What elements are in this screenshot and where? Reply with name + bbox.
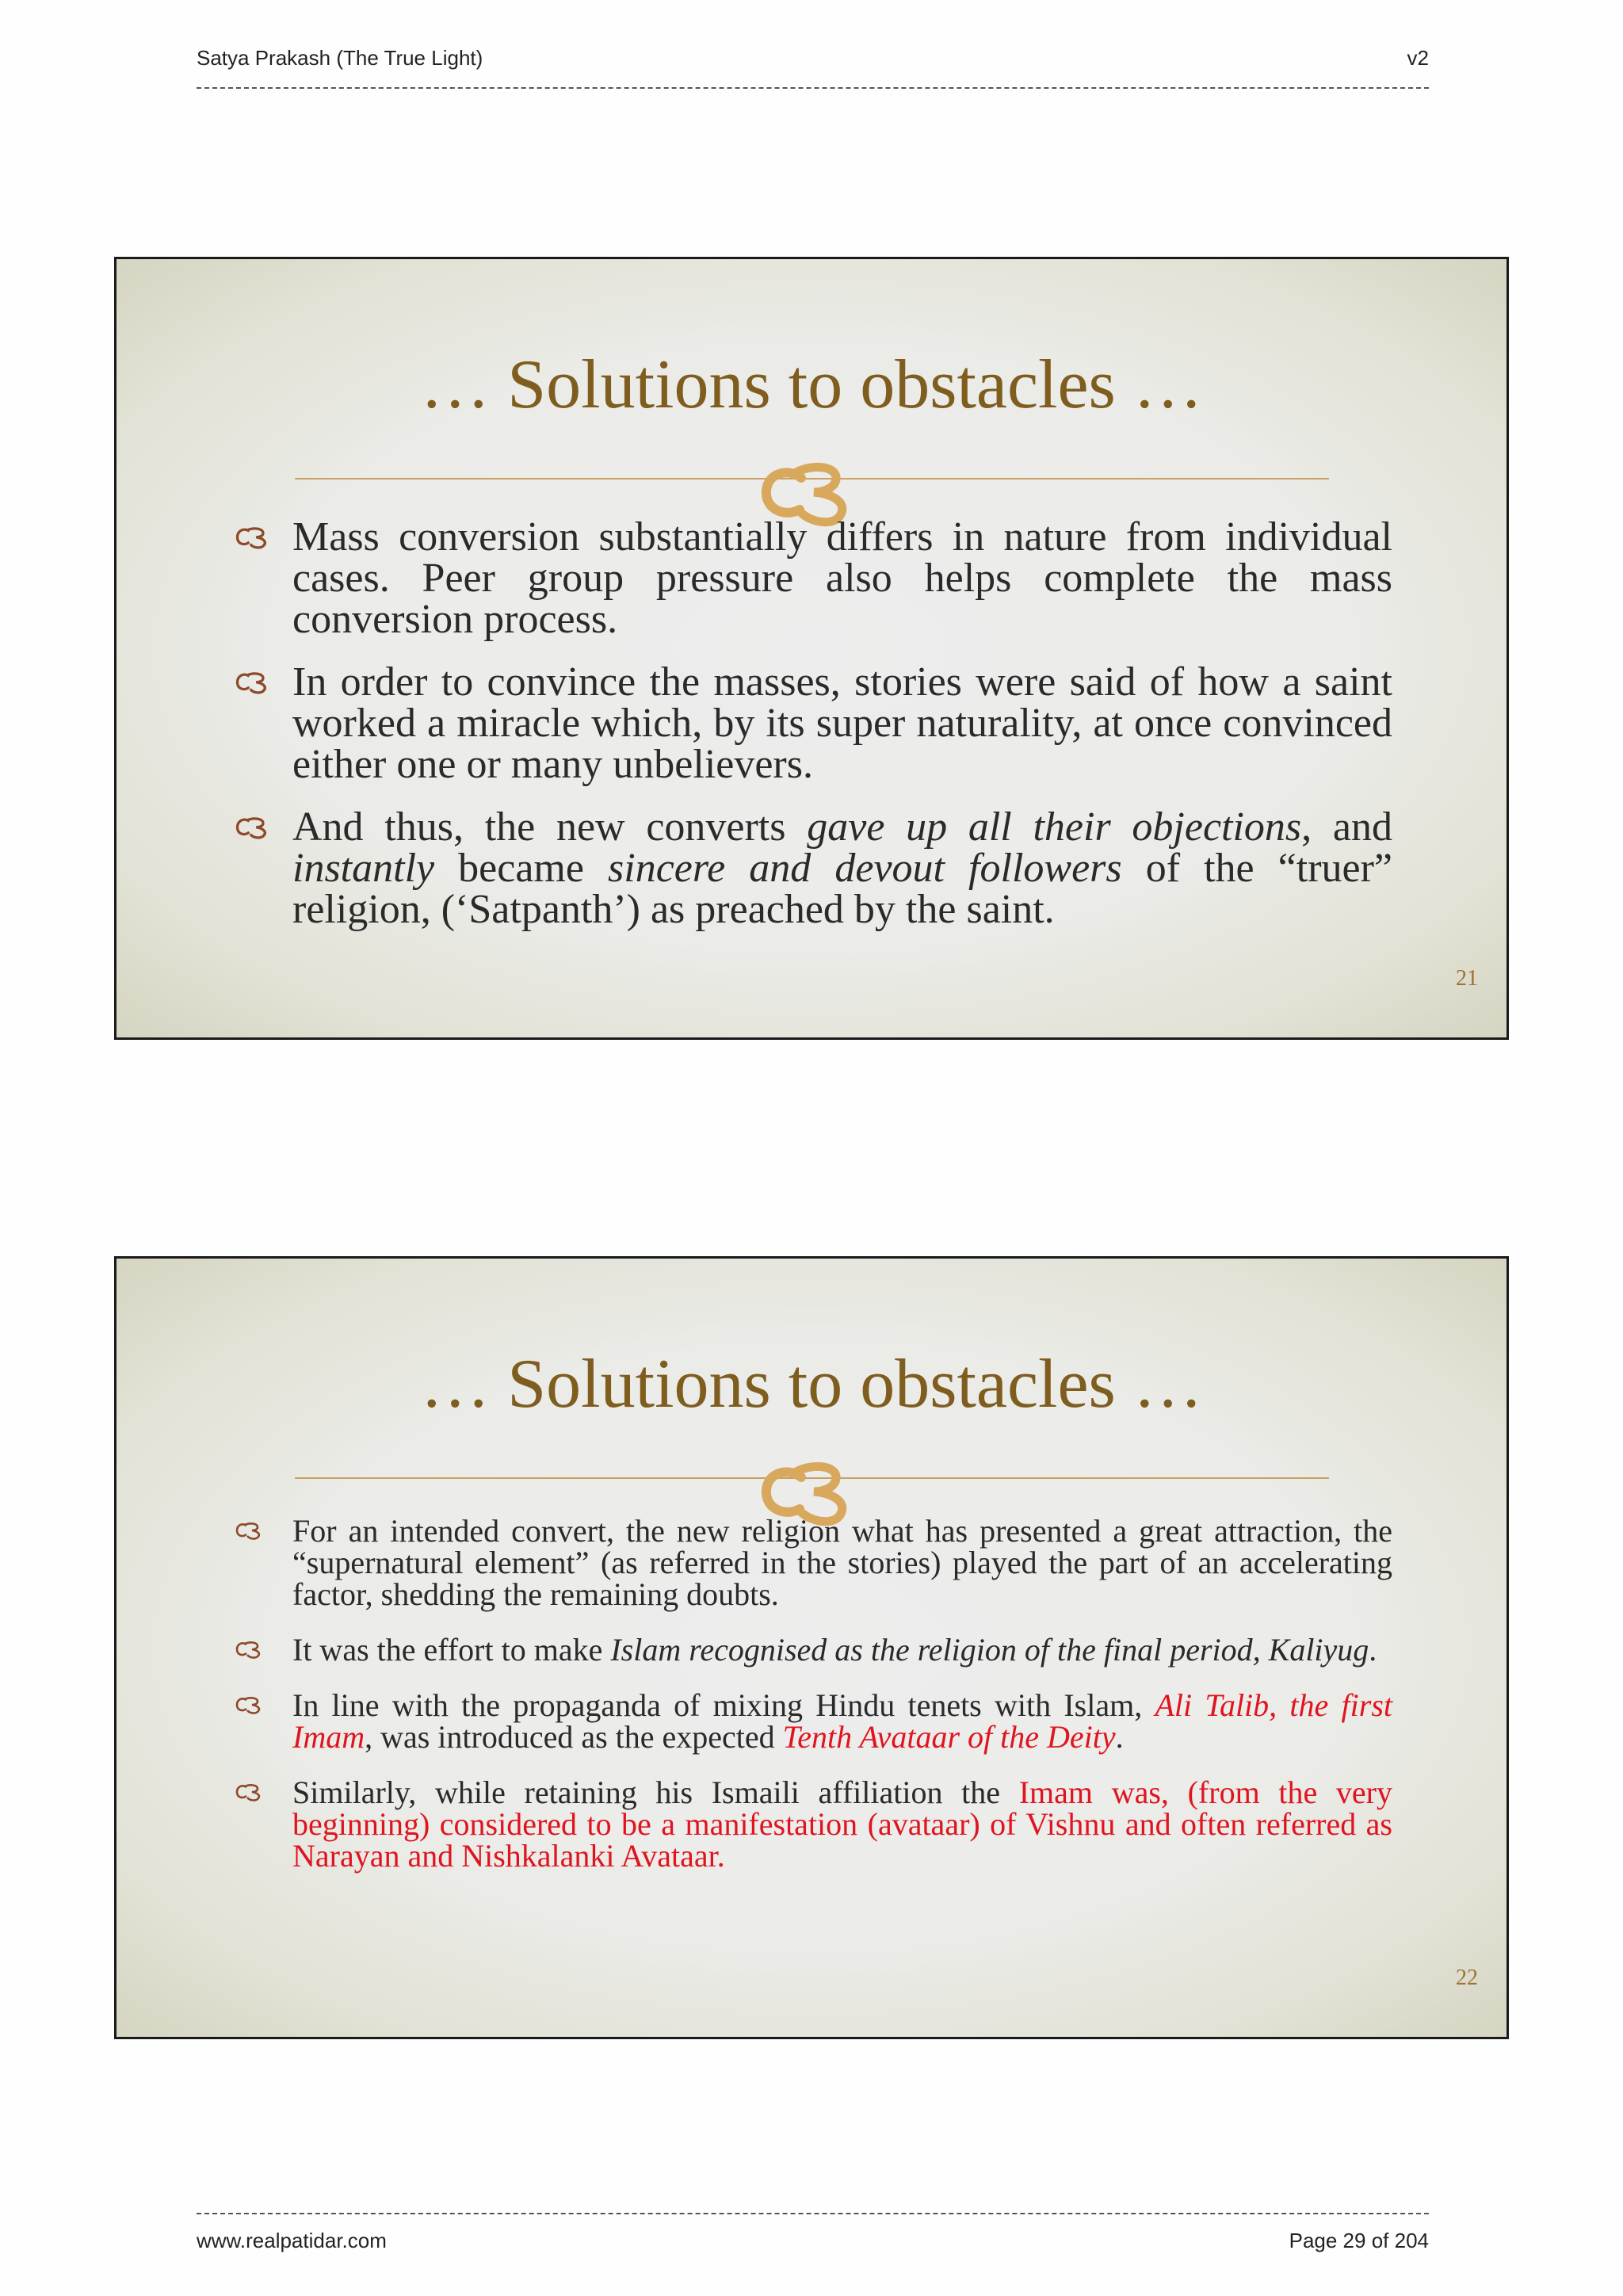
swash-bullet-icon bbox=[235, 671, 271, 695]
bullet-text-segment: Similarly, while retaining his Ismaili affiliation the bbox=[292, 1775, 1019, 1810]
bullet-text-segment: gave up all their objections bbox=[807, 804, 1302, 850]
footer-site: www.realpatidar.com bbox=[197, 2229, 387, 2252]
bullet-item bbox=[235, 1634, 1392, 1666]
bullet-item bbox=[235, 514, 1392, 642]
bullet-list bbox=[235, 514, 1392, 952]
swash-bullet-icon bbox=[235, 526, 271, 550]
bullet-item bbox=[235, 1777, 1392, 1872]
bullet-list bbox=[235, 1515, 1392, 1896]
page-header-title: Satya Prakash (The True Light) bbox=[197, 46, 483, 70]
slide-title: … Solutions to obstacles … bbox=[420, 1346, 1203, 1423]
bullet-text-segment: became bbox=[434, 846, 609, 891]
swash-bullet-icon bbox=[235, 1522, 264, 1541]
swash-bullet-icon bbox=[235, 1641, 264, 1660]
footer-divider bbox=[197, 2213, 1429, 2214]
footer-page-number: Page 29 of 204 bbox=[1289, 2229, 1429, 2252]
slide-22 bbox=[114, 1256, 1509, 2039]
bullet-text-segment: Imam was, (from the very beginning) considered to be a manifestation (avataar) of Vishnu and often referred as Narayan and Nishkalanki Avataar. bbox=[292, 1775, 1392, 1874]
bullet-text-segment: Mass conversion substantially differs in nature from individual cases. Peer group pressure also helps complete the mass conversion process. bbox=[292, 514, 1392, 642]
bullet-text-segment: . bbox=[1369, 1632, 1377, 1668]
slide-title: … Solutions to obstacles … bbox=[420, 346, 1203, 423]
bullet-text-segment: It was the effort to make bbox=[292, 1632, 611, 1668]
slide-number: 22 bbox=[1456, 1966, 1478, 1990]
page-header-version: v2 bbox=[1407, 46, 1429, 70]
bullet-text-segment: In order to convince the masses, stories were said of how a saint worked a miracle which, by its super naturality, at once convinced either one or many unbelievers. bbox=[292, 659, 1392, 787]
bullet-item bbox=[235, 1687, 1392, 1755]
bullet-text-segment: For an intended convert, the new religion what has presented a great attraction, the “supernatural element” (as referred in the stories) played the part of an accelerating factor, shedding the remaining doubts. bbox=[292, 1513, 1392, 1612]
bullet-text-segment: . bbox=[1115, 1719, 1124, 1755]
bullet-text-segment: , was introduced as the expected bbox=[365, 1719, 783, 1755]
slide-number: 21 bbox=[1456, 966, 1478, 991]
swash-bullet-icon bbox=[235, 1783, 264, 1802]
bullet-text-segment: Islam recognised as the religion of the final period, Kaliyug bbox=[610, 1632, 1369, 1668]
bullet-text-segment: of the “truer” religion, (‘Satpanth’) as preached by the saint. bbox=[292, 846, 1392, 932]
bullet-text-segment: And thus, the new converts bbox=[292, 804, 808, 850]
bullet-text-segment: Tenth Avataar of the Deity bbox=[782, 1719, 1116, 1755]
swash-bullet-icon bbox=[235, 1696, 264, 1715]
bullet-text-segment: In line with the propaganda of mixing Hindu tenets with Islam, bbox=[292, 1687, 1155, 1723]
slide-21 bbox=[114, 257, 1509, 1040]
bullet-text-segment: , and bbox=[1301, 804, 1392, 850]
swash-bullet-icon bbox=[235, 816, 271, 840]
header-divider bbox=[197, 87, 1429, 89]
bullet-item bbox=[235, 659, 1392, 787]
bullet-item bbox=[235, 1515, 1392, 1610]
bullet-text-segment: Ali Talib, the first Imam bbox=[292, 1687, 1392, 1755]
bullet-text-segment: instantly bbox=[292, 846, 435, 891]
bullet-text-segment: sincere and devout followers bbox=[608, 846, 1122, 891]
bullet-item bbox=[235, 804, 1392, 932]
